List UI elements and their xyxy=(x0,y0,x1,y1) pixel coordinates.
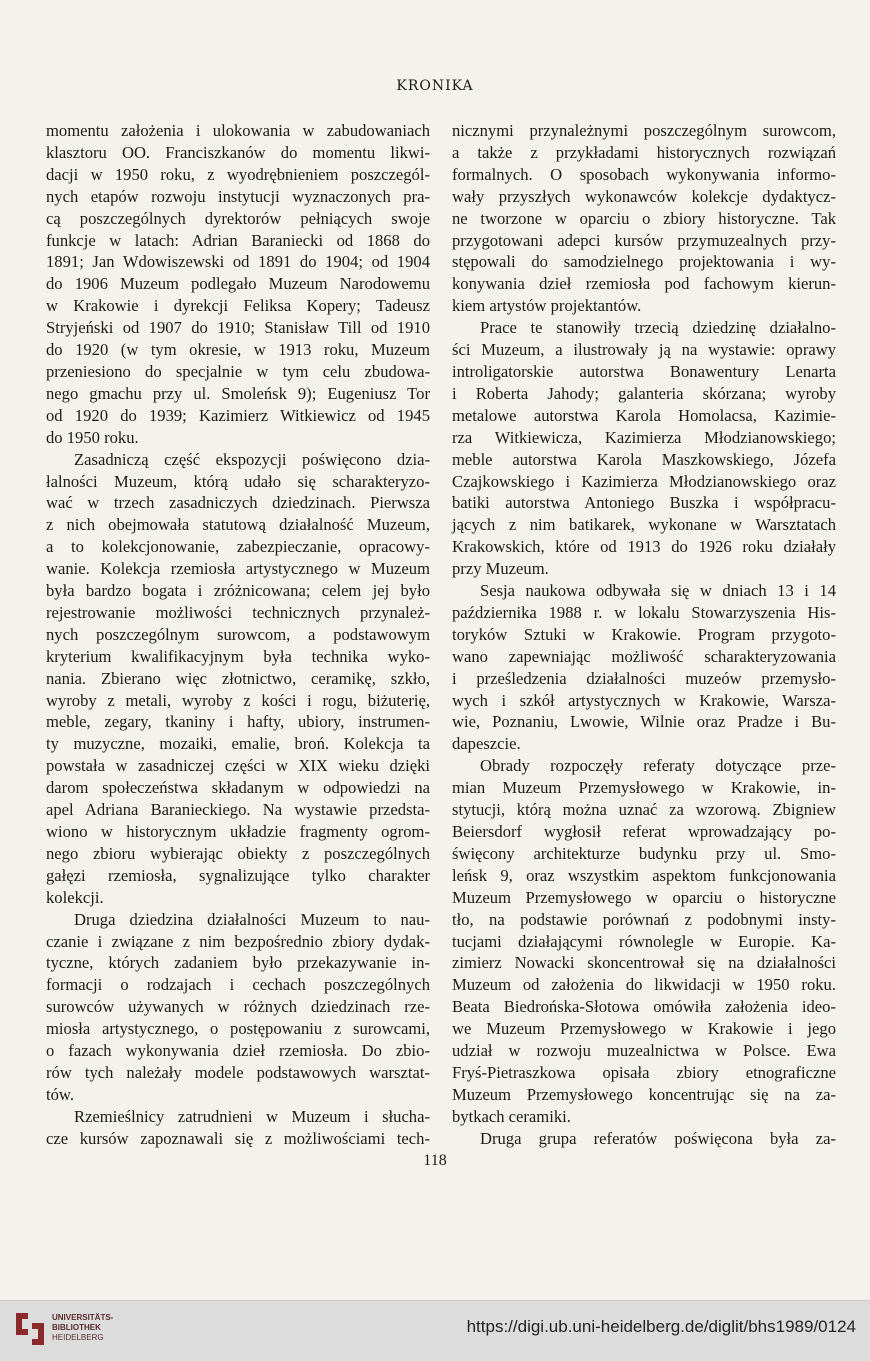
text-line: Druga grupa referatów poświęcona była za- xyxy=(480,1128,836,1148)
library-logo-text[interactable] xyxy=(52,1313,113,1343)
text-line: Muzeum Przemysłowego w oparciu o historyczne xyxy=(452,887,836,907)
text-line: do 1906 Muzeum podlegało Muzeum Narodowemu xyxy=(46,274,430,294)
text-line: surowców używanych w różnych dziedzinach rze- xyxy=(46,997,430,1017)
text-line: nego zbioru wybierając obiekty z poszczególnych xyxy=(46,843,430,863)
text-line: przygotowani adepci kursów przymuzealnych przy- xyxy=(452,230,836,250)
text-line: klasztoru OO. Franciszkanów do momentu likwi- xyxy=(46,142,430,162)
text-line: od 1920 do 1939; Kazimierz Witkiewicz od 1945 xyxy=(46,405,430,425)
text-line: cze kursów zapoznawali się z możliwościami tech- xyxy=(46,1128,430,1148)
right-text-column xyxy=(452,120,836,1150)
text-line: wiono w historycznym układzie fragmenty ogrom- xyxy=(46,822,430,841)
text-line: we Muzeum Przemysłowego w Krakowie i jego xyxy=(452,1019,836,1039)
text-line: nych poszczególnym surowcom, a podstawowym xyxy=(46,624,430,644)
text-line: tucjami działającymi równolegle w Europie. Ka- xyxy=(452,931,836,951)
text-line: zimierz Nowacki skoncentrował się na działalności xyxy=(452,953,836,973)
text-line: cą poszczególnych dyrektorów pełniących swoje xyxy=(46,208,430,228)
text-line: Muzeum od założenia do likwidacji w 1950 roku. xyxy=(452,975,836,995)
text-line: czanie i związane z nim bezpośrednio zbiory dydak- xyxy=(46,931,430,951)
text-line: w Krakowie i dyrekcji Feliksa Kopery; Tadeusz xyxy=(46,296,430,316)
document-url-link[interactable]: https://digi.ub.uni-heidelberg.de/diglit/bhs1989/0124 xyxy=(466,1317,856,1336)
text-line: rza Witkiewicza, Kazimierza Młodzianowskiego; xyxy=(452,427,836,447)
text-line: dapeszcie. xyxy=(452,734,521,754)
text-line: meble, zegary, tkaniny i hafty, ubiory, instrumen- xyxy=(46,712,430,732)
text-line: Zasadniczą część ekspozycji poświęcono dzia- xyxy=(74,449,430,469)
text-line: wych i szkół artystycznych w Krakowie, Warsza- xyxy=(452,690,836,710)
text-line: wały przyszłych wykonawców kolekcje dydaktycz- xyxy=(452,186,836,206)
library-logo-icon[interactable] xyxy=(12,1309,48,1349)
text-line: a także z przykładami historycznych rozwiązań xyxy=(452,142,836,162)
text-line: stępowali do samodzielnego projektowania i wy- xyxy=(452,252,836,272)
left-text-column xyxy=(46,120,430,1150)
text-line: wano zapewniając możliwość scharakteryzowania xyxy=(452,646,836,666)
text-line: Sesja naukowa odbywała się w dniach 13 i 14 xyxy=(480,581,836,601)
text-line: nych etapów rozwoju instytucji wyznaczonych pra- xyxy=(46,186,430,206)
text-line: Muzeum Przemysłowego koncentrując się na za- xyxy=(452,1084,836,1104)
text-line: powstała w zasadniczej części w XIX wieku dzięki xyxy=(46,756,430,776)
text-line: ści Muzeum, a ilustrowały ją na wystawie: oprawy xyxy=(452,340,836,360)
text-line: toryków Sztuki w Krakowie. Program przygoto- xyxy=(452,624,836,644)
text-line: Obrady rozpoczęły referaty dotyczące prze- xyxy=(480,756,836,776)
text-line: Rzemieślnicy zatrudnieni w Muzeum i słucha- xyxy=(74,1106,430,1126)
text-line: ty muzyczne, mozaiki, emalie, broń. Kolekcja ta xyxy=(46,734,430,754)
text-line: Druga dziedzina działalności Muzeum to nau- xyxy=(74,909,430,929)
text-line: ne tworzone w oparciu o zbiory historyczne. Tak xyxy=(452,208,836,228)
page-number: 118 xyxy=(423,1152,447,1169)
text-line: introligatorskie autorstwa Bonawentury Lenarta xyxy=(452,361,836,381)
text-line: o fazach wykonywania dzieł rzemiosła. Do zbio- xyxy=(46,1041,430,1061)
text-line: tło, na podstawie porównań z podobnymi insty- xyxy=(452,909,836,929)
text-line: metalowe autorstwa Karola Homolacsa, Kazimie- xyxy=(452,405,836,425)
text-line: leńsk 9, oraz wszystkim aspektom funkcjonowania xyxy=(452,865,836,885)
text-line: rów tych należały modele podstawowych warsztat- xyxy=(46,1062,430,1082)
text-line: stytucji, którą można uznać za wzorową. Zbigniew xyxy=(452,800,836,820)
text-line: formacji o rodzajach i cechach poszczególnych xyxy=(46,975,430,995)
text-line: meble autorstwa Karola Maszkowskiego, Józefa xyxy=(452,449,836,469)
text-line: Czajkowskiego i Kazimierza Młodzianowskiego oraz xyxy=(452,471,836,491)
text-line: darom społeczeństwa składanym w odpowiedzi na xyxy=(46,778,430,798)
text-line: momentu założenia i ulokowania w zabudowaniach xyxy=(46,121,430,140)
text-line: gałęzi rzemiosła, sygnalizujące tylko charakter xyxy=(46,865,430,885)
text-line: kiem artystów projektantów. xyxy=(452,296,642,316)
text-line: 1891; Jan Wdowiszewski od 1891 do 1904; od 1904 xyxy=(46,252,430,272)
text-line: miosła artystycznego, o postępowaniu z surowcami, xyxy=(46,1019,430,1039)
text-line: Beata Biedrońska-Słotowa omówiła założenia ideo- xyxy=(452,997,836,1017)
text-line: z nich obejmowała statutową działalność Muzeum, xyxy=(46,515,430,535)
logo-line: BIBLIOTHEK xyxy=(52,1323,101,1332)
text-line: a to kolekcjonowanie, zabezpieczanie, opracowy- xyxy=(46,537,430,557)
text-line: wać w trzech zasadniczych dziedzinach. Pierwsza xyxy=(46,493,430,513)
text-line: nania. Zbierano więc złotnictwo, ceramikę, szkło, xyxy=(46,668,430,688)
text-line: kolekcji. xyxy=(46,887,104,907)
text-line: rejestrowanie możliwości technicznych przynależ- xyxy=(46,602,430,622)
text-line: nego gmachu przy ul. Smoleńsk 9); Eugeniusz Tor xyxy=(46,383,430,403)
text-line: bytkach ceramiki. xyxy=(452,1106,571,1126)
text-line: apel Adriana Baranieckiego. Na wystawie przedsta- xyxy=(46,800,430,820)
text-line: wyroby z metali, wyroby z kości i rogu, biżuterię, xyxy=(46,690,430,710)
text-line: i prześledzenia działalności muzeów przemysło- xyxy=(452,668,836,688)
text-line: do 1920 (w tym okresie, w 1913 roku, Muzeum xyxy=(46,340,430,360)
text-line: była bardzo bogata i zróżnicowana; celem jej było xyxy=(46,581,430,601)
logo-line: HEIDELBERG xyxy=(52,1333,104,1342)
text-line: Krakowskich, które od 1913 do 1926 roku działały xyxy=(452,537,836,557)
text-line: mian Muzeum Przemysłowego w Krakowie, in- xyxy=(452,778,836,798)
text-line: tyczne, których zadaniem było przekazywanie in- xyxy=(46,953,430,973)
text-line: funkcje w latach: Adrian Baraniecki od 1868 do xyxy=(46,230,430,250)
text-line: października 1988 r. w lokalu Stowarzyszenia His- xyxy=(452,602,836,622)
text-line: przeniesiono do specjalnie w tym celu zbudowa- xyxy=(46,361,430,381)
text-line: dacji w 1950 roku, z wyodrębnieniem poszczegól- xyxy=(46,164,430,184)
text-line: konywania dzieł rzemiosła pod fachowym kierun- xyxy=(452,274,836,294)
text-line: tów. xyxy=(46,1084,74,1104)
text-line: do 1950 roku. xyxy=(46,427,139,447)
viewer-footer-bar xyxy=(0,1300,870,1361)
running-head: KRONIKA xyxy=(396,78,474,94)
text-line: przy Muzeum. xyxy=(452,559,549,579)
text-line: batiki autorstwa Antoniego Buszka i współpracu- xyxy=(452,493,836,513)
text-line: i Roberta Jahody; galanteria skórzana; wyroby xyxy=(452,383,836,403)
text-line: formalnych. O sposobach wykonywania informo- xyxy=(452,164,836,184)
logo-line: UNIVERSITÄTS- xyxy=(52,1313,114,1322)
text-line: wanie. Kolekcja rzemiosła artystycznego w Muzeum xyxy=(46,559,430,579)
text-line: Beiersdorf wygłosił referat wprowadzający po- xyxy=(452,822,836,841)
text-line: Fryś-Pietraszkowa opisała zbiory etnograficzne xyxy=(452,1062,836,1082)
text-line: łalności Muzeum, którą udało się scharakteryzo- xyxy=(46,471,430,491)
text-line: udział w rozwoju muzealnictwa w Polsce. Ewa xyxy=(452,1041,836,1061)
text-line: wie, Poznaniu, Lwowie, Wilnie oraz Pradze i Bu- xyxy=(452,712,836,732)
text-line: święcony architekturze budynku przy ul. Smo- xyxy=(452,843,836,863)
text-line: jących z nim batikarek, wykonane w Warsztatach xyxy=(452,515,836,535)
text-line: Stryjeński od 1907 do 1910; Stanisław Till od 1910 xyxy=(46,318,430,338)
text-line: kryterium kwalifikacyjnym była technika wyko- xyxy=(46,646,430,666)
text-line: Prace te stanowiły trzecią dziedzinę działalno- xyxy=(480,318,836,338)
text-line: nicznymi przynależnymi poszczególnym surowcom, xyxy=(452,121,836,140)
